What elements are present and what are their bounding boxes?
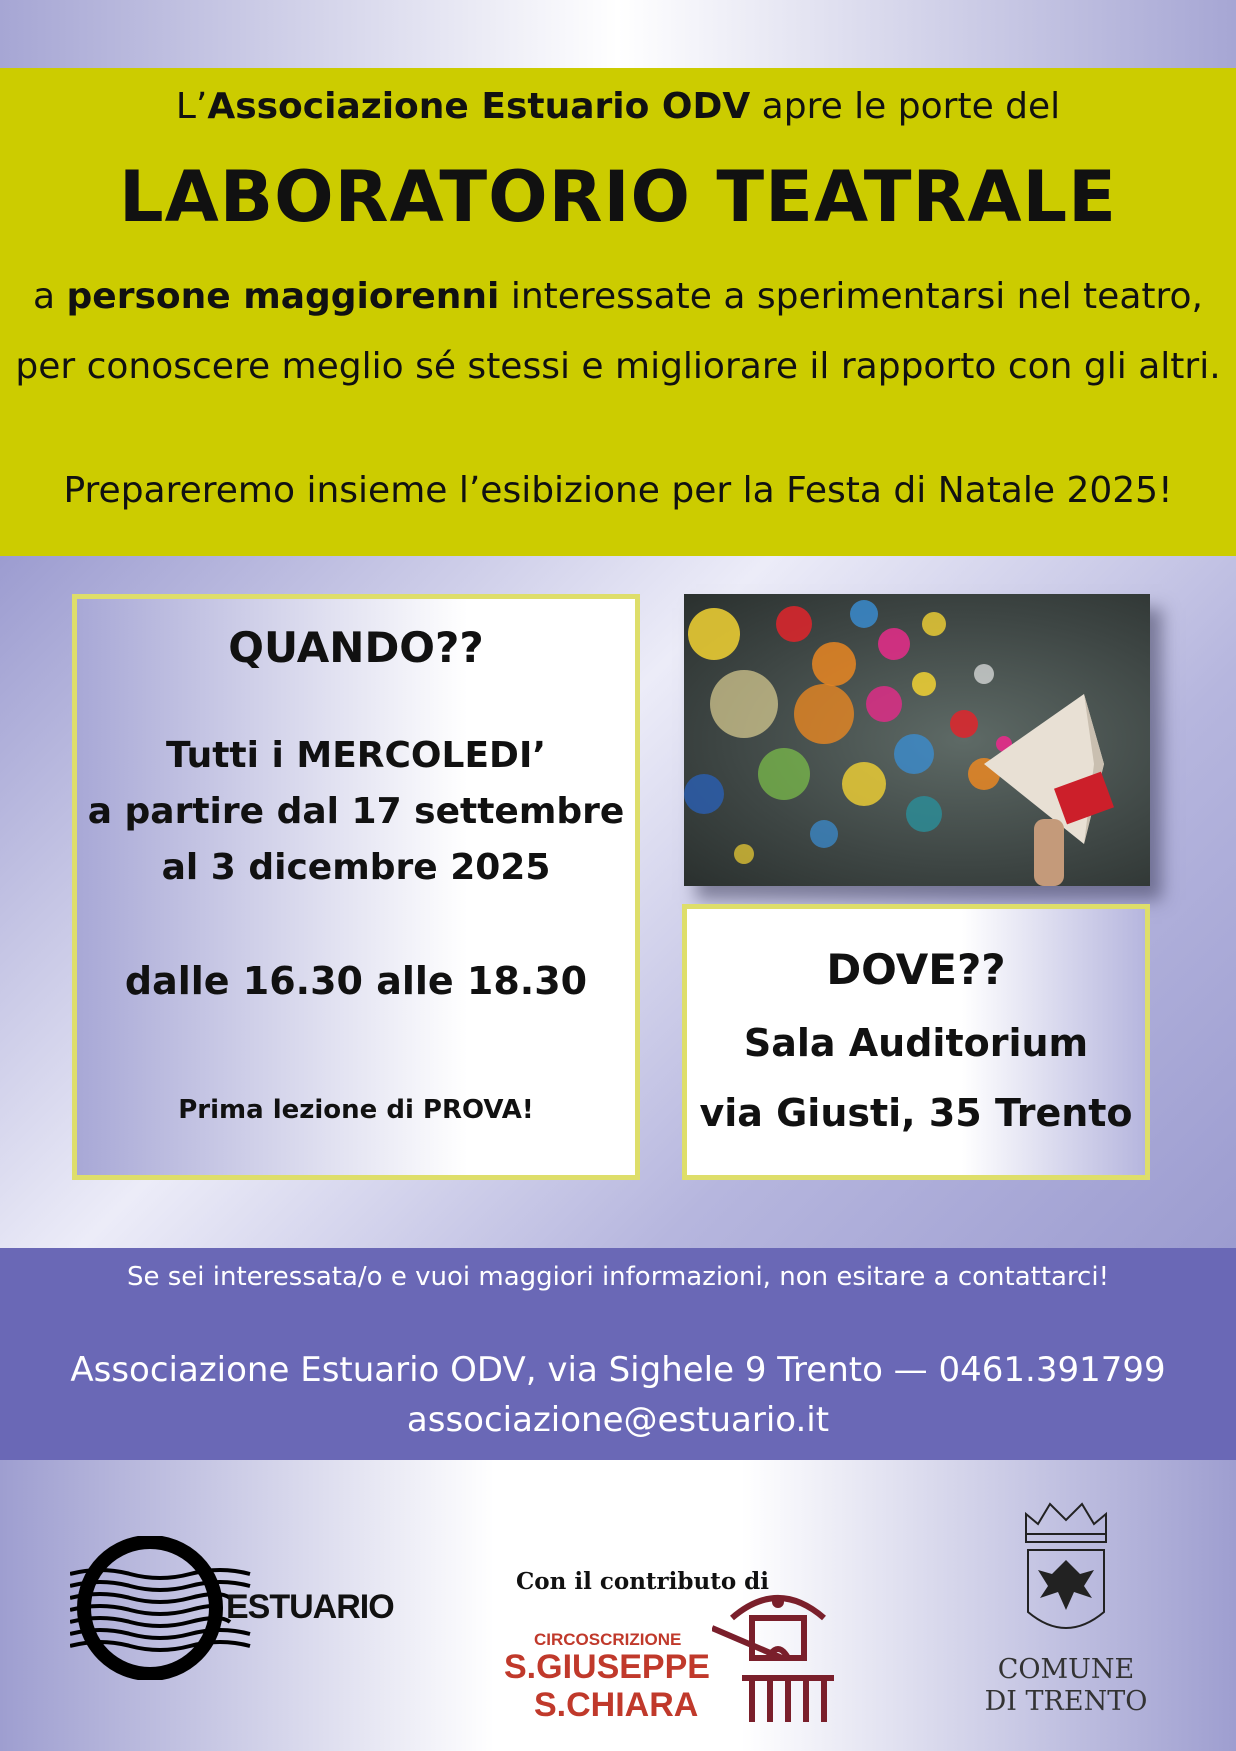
- where-address: via Giusti, 35 Trento: [699, 1091, 1133, 1135]
- where-place: Sala Auditorium: [743, 1021, 1089, 1065]
- circoscrizione-name-2: S.CHIARA: [534, 1686, 699, 1724]
- intro-prefix: L’: [175, 86, 208, 127]
- contact-band: [0, 1248, 1236, 1460]
- comune-line-2: DI TRENTO: [984, 1686, 1148, 1717]
- contribution-label: Con il contributo di: [516, 1568, 769, 1595]
- top-gradient-strip: [0, 0, 1236, 68]
- when-start-date: a partire dal 17 settembre: [87, 791, 625, 832]
- comune-line-1: COMUNE: [997, 1654, 1135, 1685]
- when-box: [72, 594, 640, 1180]
- contact-address: Associazione Estuario ODV, via Sighele 9 Trento — 0461.391799: [70, 1350, 1166, 1390]
- arched-gate-icon: [712, 1588, 844, 1724]
- trento-eagle-crest-icon: [1018, 1494, 1114, 1644]
- target-audience: persone maggiorenni: [66, 276, 500, 317]
- main-title: LABORATORIO TEATRALE: [119, 156, 1117, 238]
- header-band: [0, 68, 1236, 556]
- circoscrizione-name-1: S.GIUSEPPE: [504, 1648, 710, 1686]
- target-suffix: interessate a sperimentarsi nel teatro,: [499, 276, 1203, 317]
- when-days: Tutti i MERCOLEDI’: [165, 735, 547, 776]
- contact-email[interactable]: associazione@estuario.it: [406, 1400, 830, 1440]
- contact-invite: Se sei interessata/o e vuoi maggiori informazioni, non esitare a contattarci!: [126, 1262, 1110, 1292]
- where-title: DOVE??: [826, 945, 1006, 994]
- where-box: [682, 904, 1150, 1180]
- when-end-date: al 3 dicembre 2025: [161, 847, 551, 888]
- purpose-line: per conoscere meglio sé stessi e migliorare il rapporto con gli altri.: [15, 346, 1221, 387]
- intro-line: [0, 86, 1236, 127]
- target-line: [0, 276, 1236, 317]
- when-hours: dalle 16.30 alle 18.30: [124, 959, 588, 1003]
- megaphone-bokeh-icon: [684, 594, 1150, 886]
- megaphone-photo: [684, 594, 1150, 886]
- circoscrizione-label: CIRCOSCRIZIONE: [534, 1630, 682, 1649]
- intro-suffix: apre le porte del: [750, 86, 1061, 127]
- target-prefix: a: [33, 276, 67, 317]
- intro-organization: Associazione Estuario ODV: [207, 86, 751, 127]
- trial-lesson-note: Prima lezione di PROVA!: [178, 1095, 534, 1125]
- when-title: QUANDO??: [228, 623, 484, 672]
- christmas-line: Prepareremo insieme l’esibizione per la Festa di Natale 2025!: [63, 470, 1173, 511]
- estuario-logo-text: ESTUARIO: [226, 1588, 394, 1626]
